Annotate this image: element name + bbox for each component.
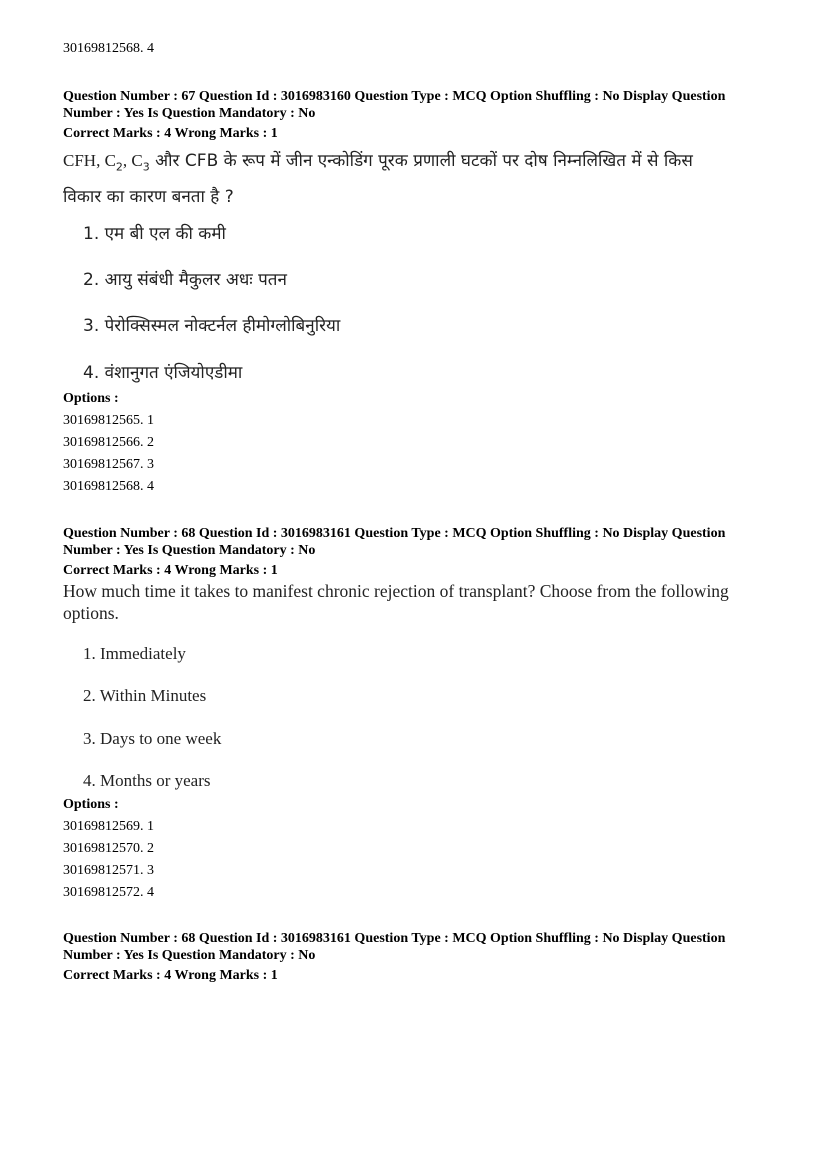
options-label: Options : [63,391,119,406]
choice-3: 3. पेरोक्सिस्मल नोक्टर्नल हीमोग्लोबिनुरिया [83,316,341,336]
choice-2: 2. आयु संबंधी मैकुलर अधः पतन [83,270,287,290]
option-id-1: 30169812565. 1 [63,413,154,428]
question-meta-line1: Question Number : 67 Question Id : 3016983160 Question Type : MCQ Option Shuffling : No Display Question [63,89,726,104]
question-text [63,580,775,624]
question-meta-line2: Number : Yes Is Question Mandatory : No [63,947,316,963]
question-meta-line1: Question Number : 68 Question Id : 3016983161 Question Type : MCQ Option Shuffling : No Display Question [63,526,726,541]
question-text-mid: , C [122,151,143,170]
question-text-line2: options. [63,603,119,623]
option-id-1: 30169812569. 1 [63,819,154,834]
option-id-2: 30169812570. 2 [63,841,154,856]
option-id-3: 30169812567. 3 [63,457,154,472]
choice-2: 2. Within Minutes [83,686,207,705]
choice-4: 4. वंशानुगत एंजियोएडीमा [83,363,243,383]
option-id-4: 30169812572. 4 [63,885,154,900]
question-text-line1: How much time it takes to manifest chronic rejection of transplant? Choose from the following [63,581,729,601]
choice-1: 1. Immediately [83,644,186,663]
question-marks: Correct Marks : 4 Wrong Marks : 1 [63,126,278,141]
question-meta [63,89,778,122]
option-id-4: 30169812568. 4 [63,479,154,494]
question-text [63,146,775,212]
question-marks: Correct Marks : 4 Wrong Marks : 1 [63,968,278,983]
subscript-3: 3 [142,160,150,174]
subscript-2: 2 [115,160,123,174]
question-text-line2: विकार का कारण बनता है ? [63,187,234,208]
question-meta-line2: Number : Yes Is Question Mandatory : No [63,542,316,558]
question-marks: Correct Marks : 4 Wrong Marks : 1 [63,563,278,578]
question-meta-line2: Number : Yes Is Question Mandatory : No [63,105,316,121]
previous-option-line: 30169812568. 4 [63,41,154,56]
question-meta [63,526,778,559]
choice-4: 4. Months or years [83,771,211,790]
option-id-2: 30169812566. 2 [63,435,154,450]
question-meta-line1: Question Number : 68 Question Id : 3016983161 Question Type : MCQ Option Shuffling : No Display Question [63,931,726,946]
question-text-line1 [63,146,775,182]
option-id-3: 30169812571. 3 [63,863,154,878]
question-text-prefix: CFH, C [63,151,116,170]
choice-3: 3. Days to one week [83,729,222,748]
options-label: Options : [63,797,119,812]
choice-1: 1. एम बी एल की कमी [83,224,226,244]
question-meta [63,931,778,964]
question-text-rest: और CFB के रूप में जीन एन्कोडिंग पूरक प्रणाली घटकों पर दोष निम्नलिखित में से किस [149,151,693,171]
